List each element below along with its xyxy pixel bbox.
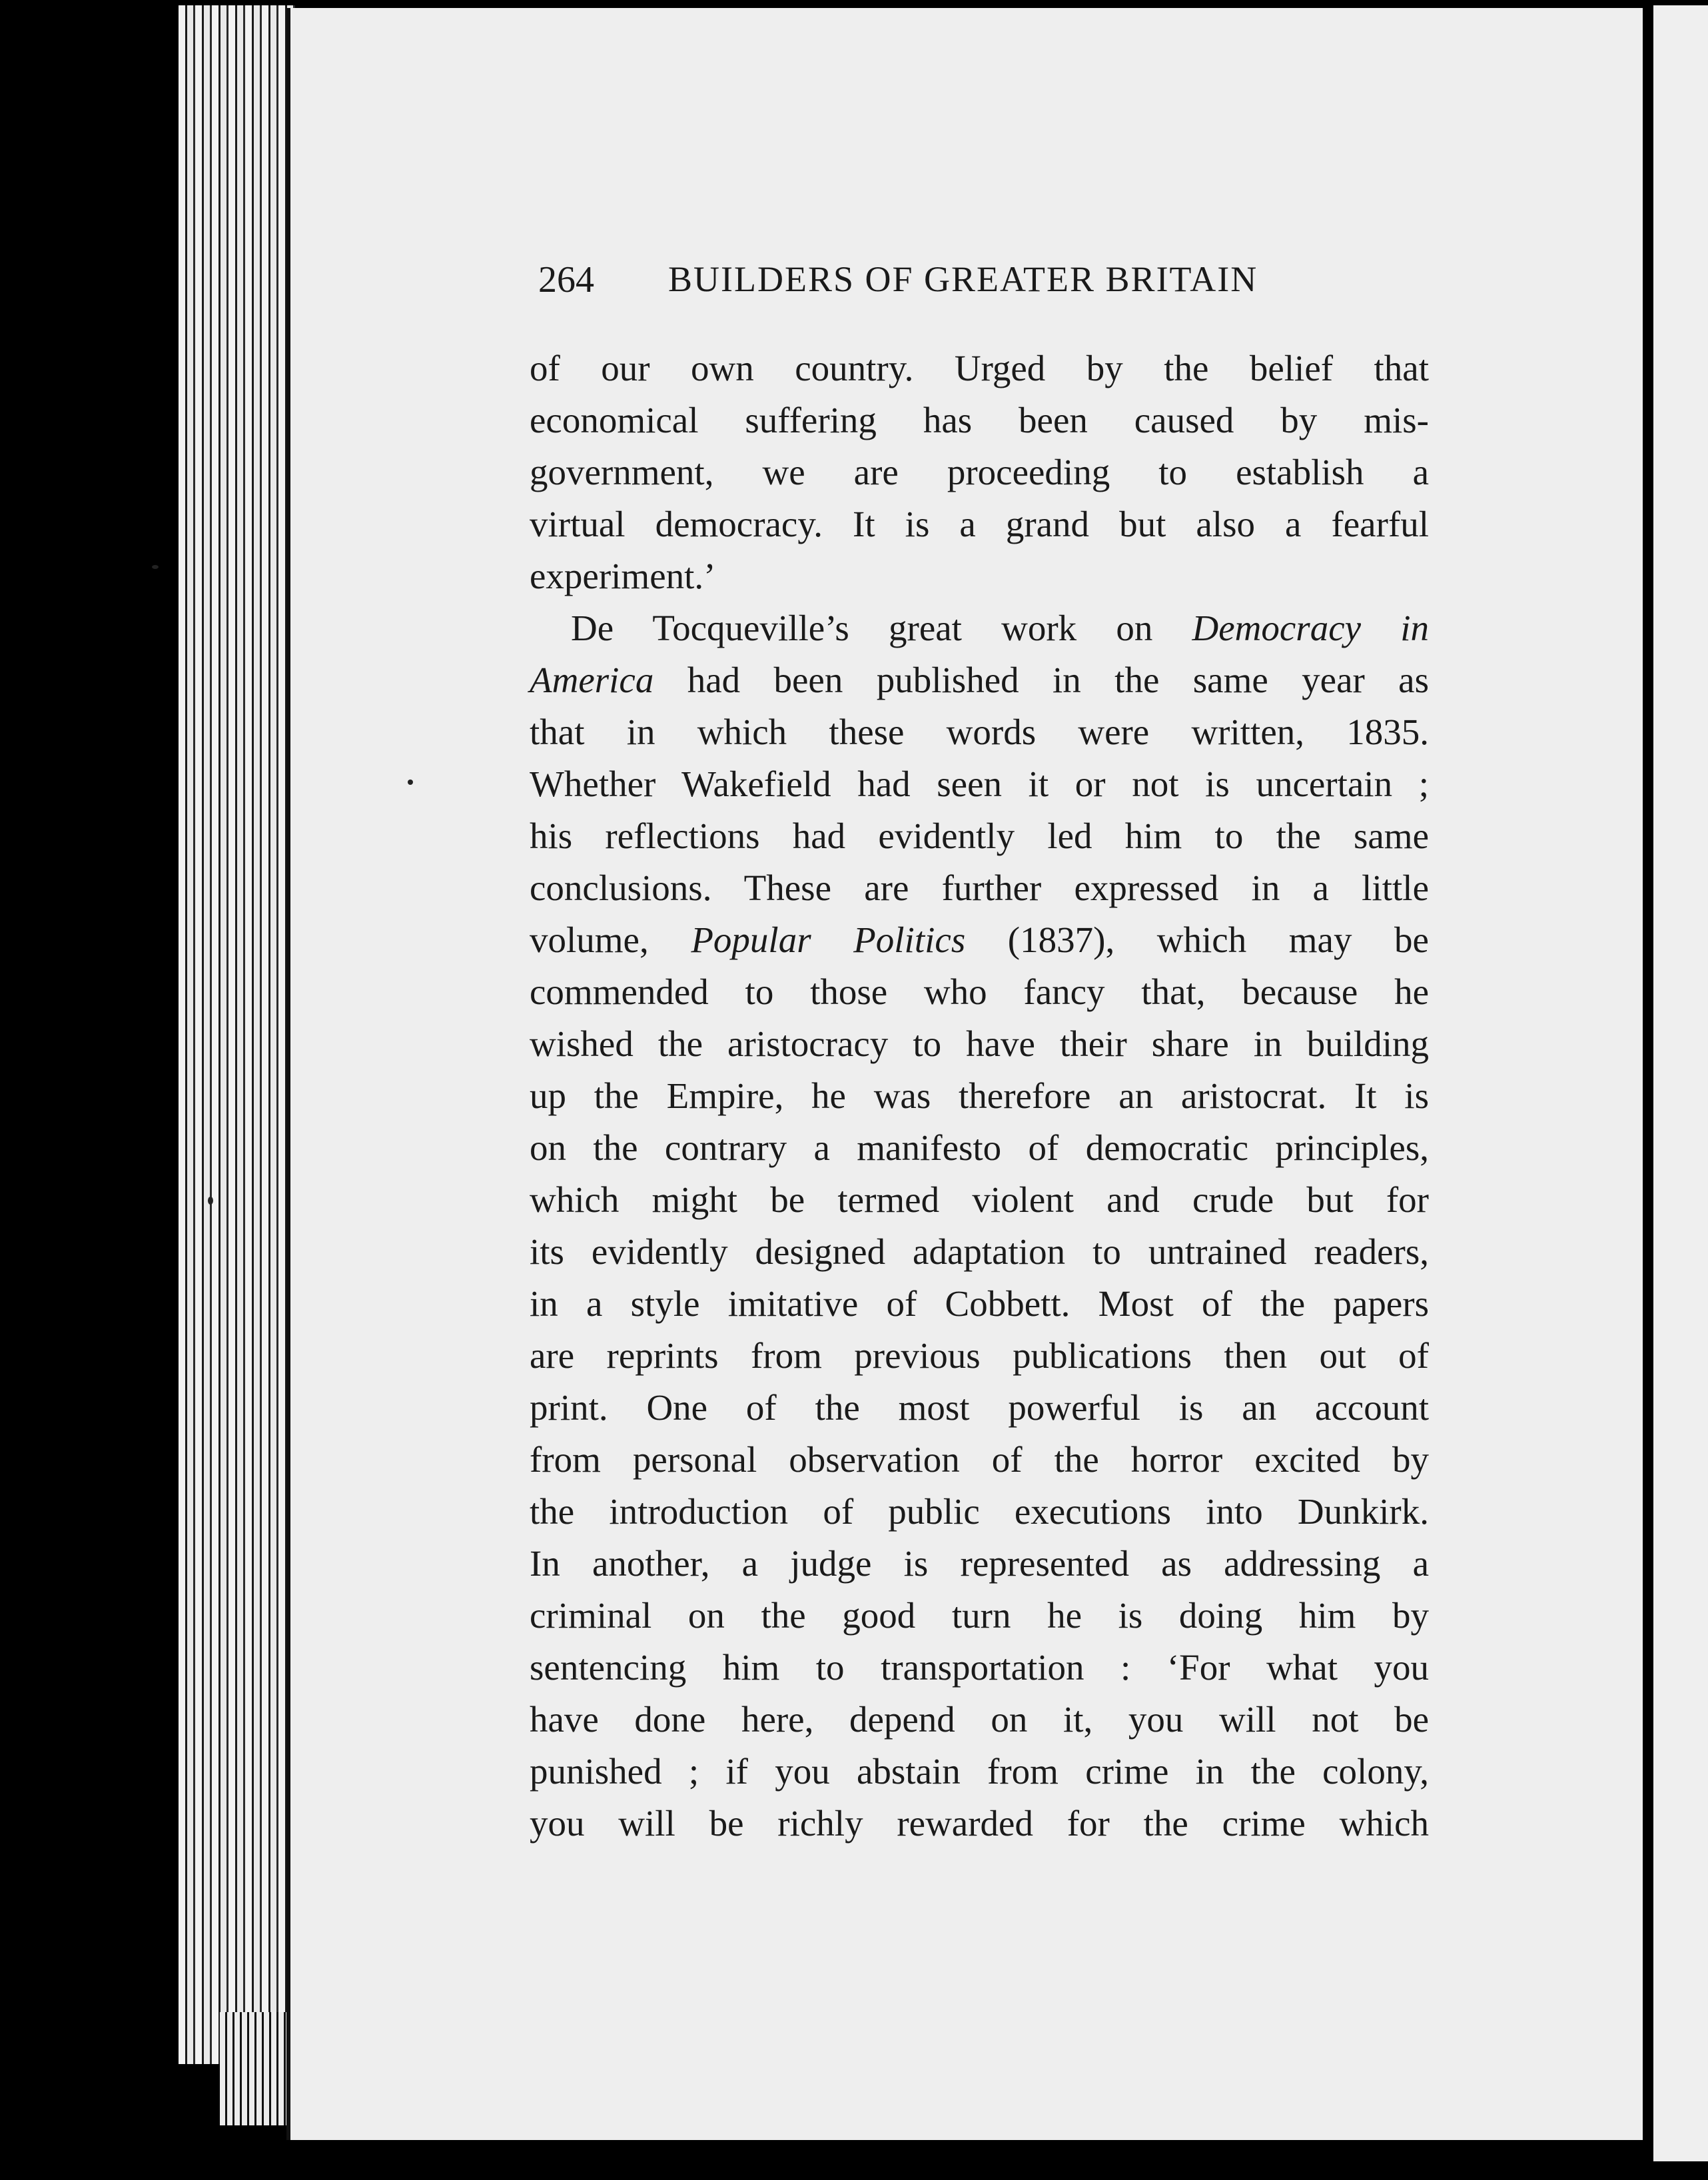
italic-title: Popular Politics: [691, 919, 966, 960]
scan-speck: [208, 1197, 213, 1205]
text-line: its evidently designed adaptation to untrained readers,: [530, 1231, 1429, 1272]
italic-title: Democracy in: [1192, 608, 1430, 648]
text-line: that in which these words were written, 1835.: [530, 712, 1429, 752]
text-line: which might be termed violent and crude but for: [530, 1179, 1429, 1220]
running-head: [538, 259, 1324, 305]
text-line: criminal on the good turn he is doing him by: [530, 1595, 1429, 1636]
text-line: sentencing him to transportation : ‘For what you: [530, 1647, 1429, 1688]
scan-speck: [408, 780, 413, 785]
page-number: 264: [538, 259, 594, 300]
text-line: economical suffering has been caused by mis-: [530, 400, 1429, 440]
stacked-page-edges: [179, 5, 295, 2064]
text-line: In another, a judge is represented as addressing a: [530, 1543, 1429, 1584]
text-line: are reprints from previous publications then out of: [530, 1335, 1429, 1376]
text-line: print. One of the most powerful is an account: [530, 1387, 1429, 1428]
text-line: the introduction of public executions into Dunkirk.: [530, 1491, 1429, 1532]
text-line: conclusions. These are further expressed in a little: [530, 867, 1429, 908]
text-line-with-italic: De Tocqueville’s great work on Democracy in: [571, 608, 1430, 648]
text-line-with-italic: America had been published in the same year as: [530, 660, 1429, 700]
text-line: virtual democracy. It is a grand but also a fearful: [530, 504, 1429, 544]
text-line: government, we are proceeding to establish a: [530, 452, 1429, 492]
italic-title: America: [530, 660, 654, 700]
facing-page-edge: [1653, 5, 1708, 2161]
text-line: in a style imitative of Cobbett. Most of the papers: [530, 1283, 1429, 1324]
running-head-title: BUILDERS OF GREATER BRITAIN: [668, 259, 1258, 299]
text-line: of our own country. Urged by the belief that: [530, 348, 1429, 388]
text-line: on the contrary a manifesto of democratic principles,: [530, 1127, 1429, 1168]
text-line: commended to those who fancy that, because he: [530, 971, 1429, 1012]
scan-speck: [152, 565, 159, 569]
text-line-with-italic: volume, Popular Politics (1837), which may be: [530, 919, 1429, 960]
text-line: experiment.’: [530, 556, 716, 596]
text-line: punished ; if you abstain from crime in the colony,: [530, 1751, 1429, 1792]
text-line: from personal observation of the horror excited by: [530, 1439, 1429, 1480]
text-line: Whether Wakefield had seen it or not is uncertain ;: [530, 764, 1429, 804]
text-line: up the Empire, he was therefore an aristocrat. It is: [530, 1075, 1429, 1116]
text-line: you will be richly rewarded for the crime which: [530, 1803, 1429, 1844]
text-line: his reflections had evidently led him to the same: [530, 816, 1429, 856]
text-line: wished the aristocracy to have their share in building: [530, 1023, 1429, 1064]
text-line: have done here, depend on it, you will not be: [530, 1699, 1429, 1740]
